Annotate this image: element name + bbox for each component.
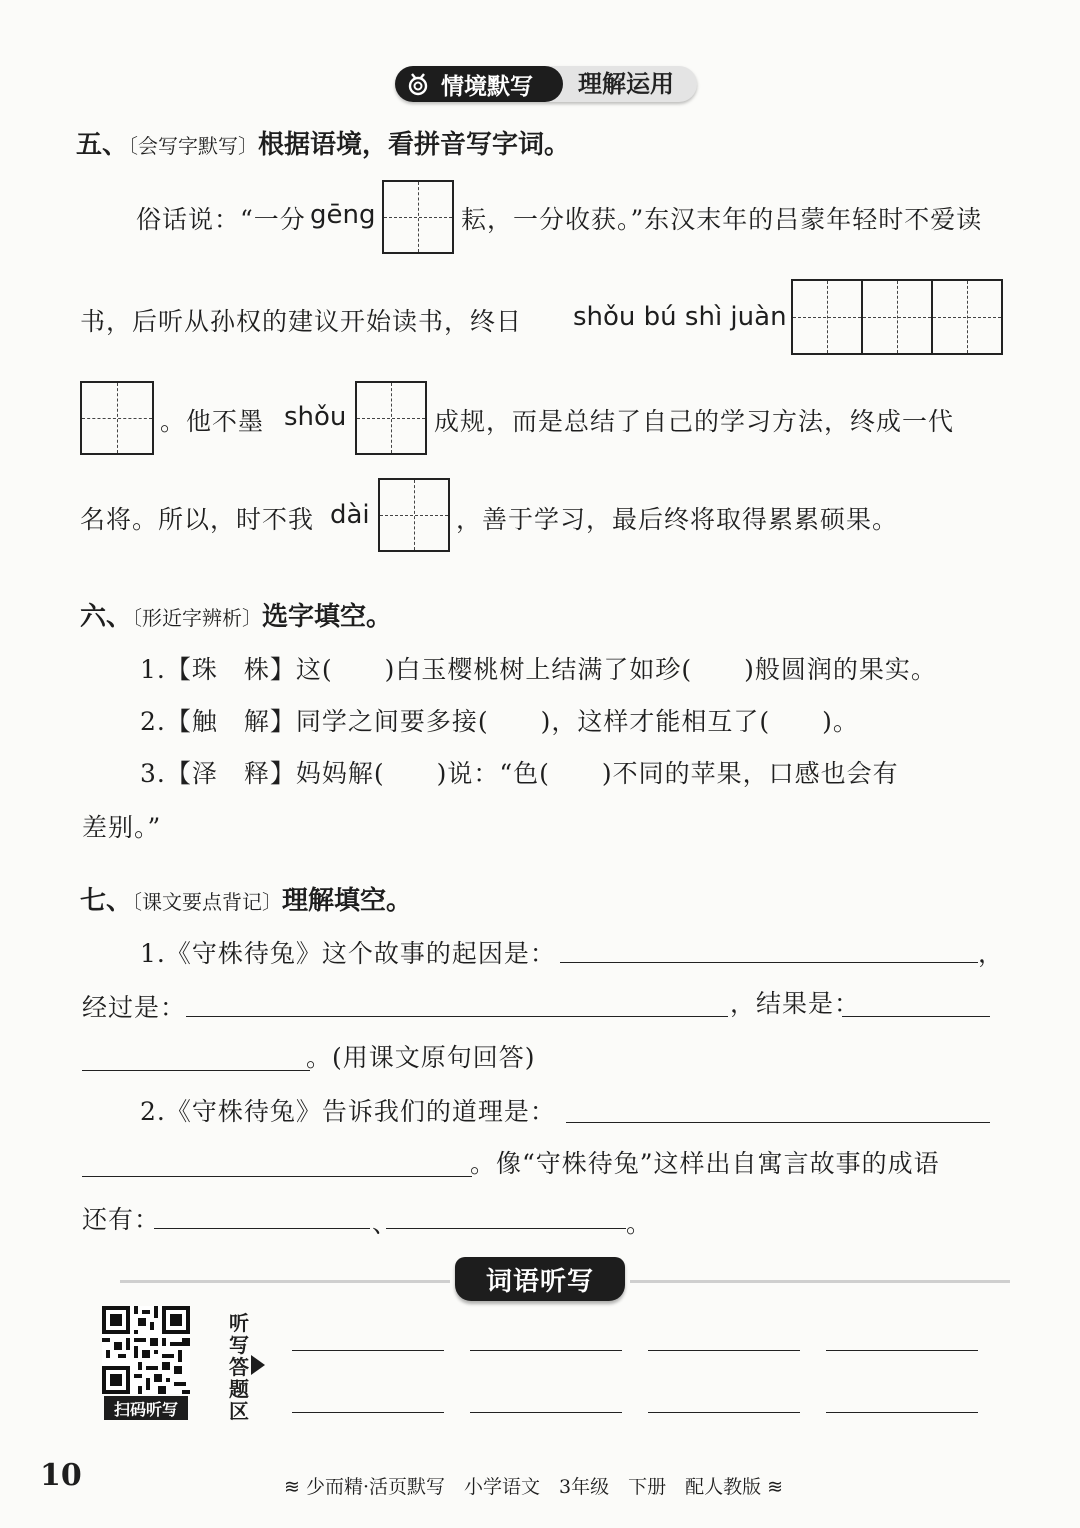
answer-box[interactable] bbox=[931, 279, 1003, 355]
s7-q1c: ，结果是： bbox=[730, 989, 861, 1018]
answer-box[interactable] bbox=[80, 381, 154, 455]
answer-line[interactable] bbox=[842, 1016, 990, 1017]
dictation-line[interactable] bbox=[292, 1412, 444, 1413]
answer-line[interactable] bbox=[82, 1070, 310, 1071]
s5-pinyin4: dài bbox=[330, 500, 370, 530]
s5-line3b: 成规，而是总结了自己的学习方法，终成一代 bbox=[434, 407, 955, 436]
dictation-line[interactable] bbox=[470, 1412, 622, 1413]
header-right-label: 理解运用 bbox=[578, 70, 674, 98]
section7-title: 理解填空。 bbox=[282, 886, 413, 916]
answer-line[interactable] bbox=[82, 1176, 472, 1177]
answer-line[interactable] bbox=[154, 1228, 370, 1229]
section7-heading bbox=[80, 880, 412, 917]
banner-rule-left bbox=[120, 1280, 450, 1283]
dictation-line[interactable] bbox=[292, 1350, 444, 1351]
header-left-label: 情境默写 bbox=[395, 66, 563, 102]
dictation-line[interactable] bbox=[826, 1350, 978, 1351]
answer-box[interactable] bbox=[791, 279, 863, 355]
dictation-line[interactable] bbox=[470, 1350, 622, 1351]
section5-title: 根据语境，看拼音写字词。 bbox=[258, 130, 571, 160]
answer-line[interactable] bbox=[186, 1016, 728, 1017]
s6-q1: 1.【珠 株】这( )白玉樱桃树上结满了如珍( )般圆润的果实。 bbox=[140, 655, 937, 684]
s6-q3b: 差别。” bbox=[82, 813, 162, 842]
dictation-line[interactable] bbox=[648, 1350, 800, 1351]
section7-tag: 〔课文要点背记〕 bbox=[132, 890, 283, 914]
arrow-right-icon bbox=[251, 1355, 265, 1375]
section6-number: 六、 bbox=[80, 602, 133, 632]
s5-line4a: 名将。所以，时不我 bbox=[80, 505, 315, 534]
s6-q3: 3.【泽 释】妈妈解( )说：“色( )不同的苹果，口感也会有 bbox=[140, 759, 899, 788]
section6-title: 选字填空。 bbox=[262, 602, 393, 632]
s5-pinyin2: shǒu bú shì juàn bbox=[573, 302, 787, 332]
s5-line3a: 。他不墨 bbox=[160, 407, 265, 436]
scan-label: 扫码听写 bbox=[104, 1396, 188, 1420]
answer-line[interactable] bbox=[566, 1122, 990, 1123]
dictation-side-label: 听写答题区 bbox=[229, 1311, 249, 1423]
answer-line[interactable] bbox=[386, 1228, 626, 1229]
s5-line2a: 书，后听从孙权的建议开始读书，终日 bbox=[80, 307, 523, 336]
s5-line1b: 耘，一分收获。”东汉末年的吕蒙年轻时不爱读 bbox=[461, 205, 983, 234]
medal-icon bbox=[406, 72, 430, 96]
s5-line4b: ，善于学习，最后终将取得累累硕果。 bbox=[456, 505, 899, 534]
s5-line1a: 俗话说：“一分 bbox=[136, 205, 306, 234]
s5-pinyin1: gēng bbox=[310, 200, 376, 230]
s7-q1a: 1.《守株待兔》这个故事的起因是： bbox=[140, 939, 556, 968]
s5-pinyin3: shǒu bbox=[284, 402, 347, 432]
section5-tag: 〔会写字默写〕 bbox=[128, 134, 259, 158]
section6-heading bbox=[80, 596, 392, 633]
answer-box[interactable] bbox=[382, 180, 454, 254]
dictation-line[interactable] bbox=[826, 1412, 978, 1413]
dictation-banner: 词语听写 bbox=[455, 1257, 625, 1301]
answer-line[interactable] bbox=[560, 962, 978, 963]
s7-q2sep: 、 bbox=[372, 1209, 399, 1238]
qr-code-icon[interactable] bbox=[102, 1306, 190, 1394]
s7-q2c: 还有： bbox=[82, 1205, 161, 1234]
s7-q1b: 经过是： bbox=[82, 993, 187, 1022]
s7-q2end: 。 bbox=[626, 1209, 653, 1238]
answer-box[interactable] bbox=[355, 381, 427, 455]
s7-q2b: 。像“守株待兔”这样出自寓言故事的成语 bbox=[470, 1149, 940, 1178]
section5-number: 五、 bbox=[76, 130, 129, 160]
answer-box[interactable] bbox=[378, 478, 450, 552]
page-number: 10 bbox=[40, 1458, 82, 1493]
s7-q1-comma: ， bbox=[978, 939, 1005, 968]
section7-number: 七、 bbox=[80, 886, 133, 916]
dictation-line[interactable] bbox=[648, 1412, 800, 1413]
section6-tag: 〔形近字辨析〕 bbox=[132, 606, 263, 630]
s6-q2: 2.【触 解】同学之间要多接( )，这样才能相互了( )。 bbox=[140, 707, 859, 736]
s7-q1d: 。(用课文原句回答) bbox=[306, 1043, 536, 1072]
answer-box[interactable] bbox=[861, 279, 933, 355]
footer-text: ≋ 少而精·活页默写 小学语文 3年级 下册 配人教版 ≋ bbox=[284, 1476, 784, 1498]
s7-q2a: 2.《守株待兔》告诉我们的道理是： bbox=[140, 1097, 556, 1126]
section5-heading bbox=[76, 124, 570, 161]
banner-rule-right bbox=[630, 1280, 1010, 1283]
